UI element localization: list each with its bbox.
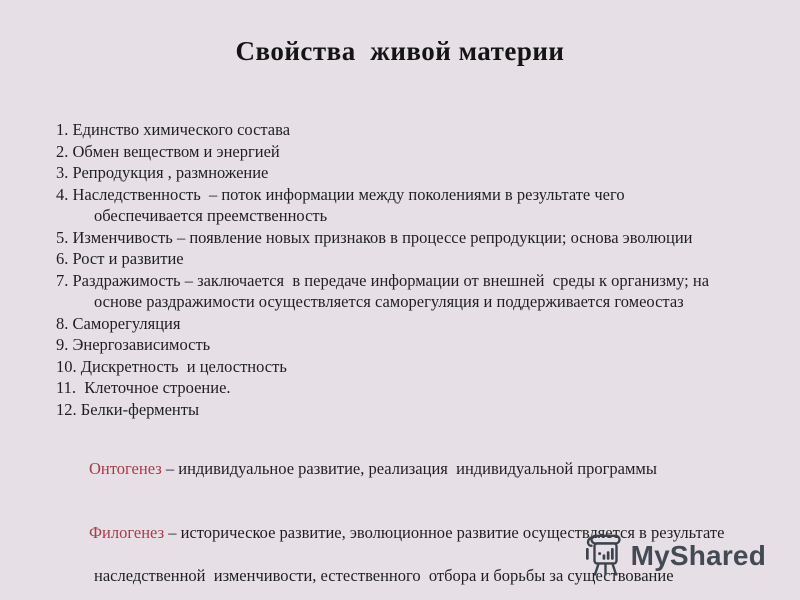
myshared-watermark-link[interactable] [586, 533, 766, 578]
list-item-11: 11. Клеточное строение. [56, 378, 231, 397]
slide-title: Свойства живой материи [235, 36, 565, 66]
list-item-3: 3. Репродукция , размножение [56, 163, 269, 182]
myshared-logo-text: MyShared [630, 539, 766, 571]
list-item-4: 4. Наследственность – поток информации между поколениями в результате чего [56, 184, 625, 204]
list-item-8: 8. Саморегуляция [56, 313, 181, 333]
term-phylogenesis: Филогенез [89, 523, 165, 542]
list-item-7-continuation: основе раздражимости осуществляется саморегуляция и поддерживается гомеостаз [94, 292, 684, 311]
list-item-2: 2. Обмен веществом и энергией [56, 141, 280, 161]
list-item-1: 1. Единство химического состава [56, 120, 291, 139]
list-item-5: 5. Изменчивость – появление новых признаков в процессе репродукции; основа эволюции [56, 227, 693, 247]
list-item-12: 12. Белки-ферменты [56, 399, 200, 419]
flipchart-chart-icon [586, 533, 623, 578]
term-line-ontogenesis [56, 436, 788, 501]
list-item-4-continuation: обеспечивается преемственность [94, 206, 328, 225]
term-phylogenesis-definition: – историческое развитие, эволюционное развитие осуществляется в результате [164, 523, 725, 542]
list-item-7: 7. Раздражимость – заключается в передаче информации от внешней среды к организму; на [56, 270, 710, 290]
properties-list [56, 119, 788, 587]
term-ontogenesis-definition: – индивидуальное развитие, реализация индивидуальной программы [161, 458, 657, 478]
list-item-10: 10. Дискретность и целостность [56, 356, 287, 376]
term-ontogenesis: Онтогенез [89, 458, 162, 478]
list-item-9: 9. Энергозависимость [56, 335, 211, 354]
term-phylogenesis-continuation: наследственной изменчивости, естественного отбора и борьбы за существование [94, 566, 674, 585]
list-item-6: 6. Рост и развитие [56, 249, 184, 268]
